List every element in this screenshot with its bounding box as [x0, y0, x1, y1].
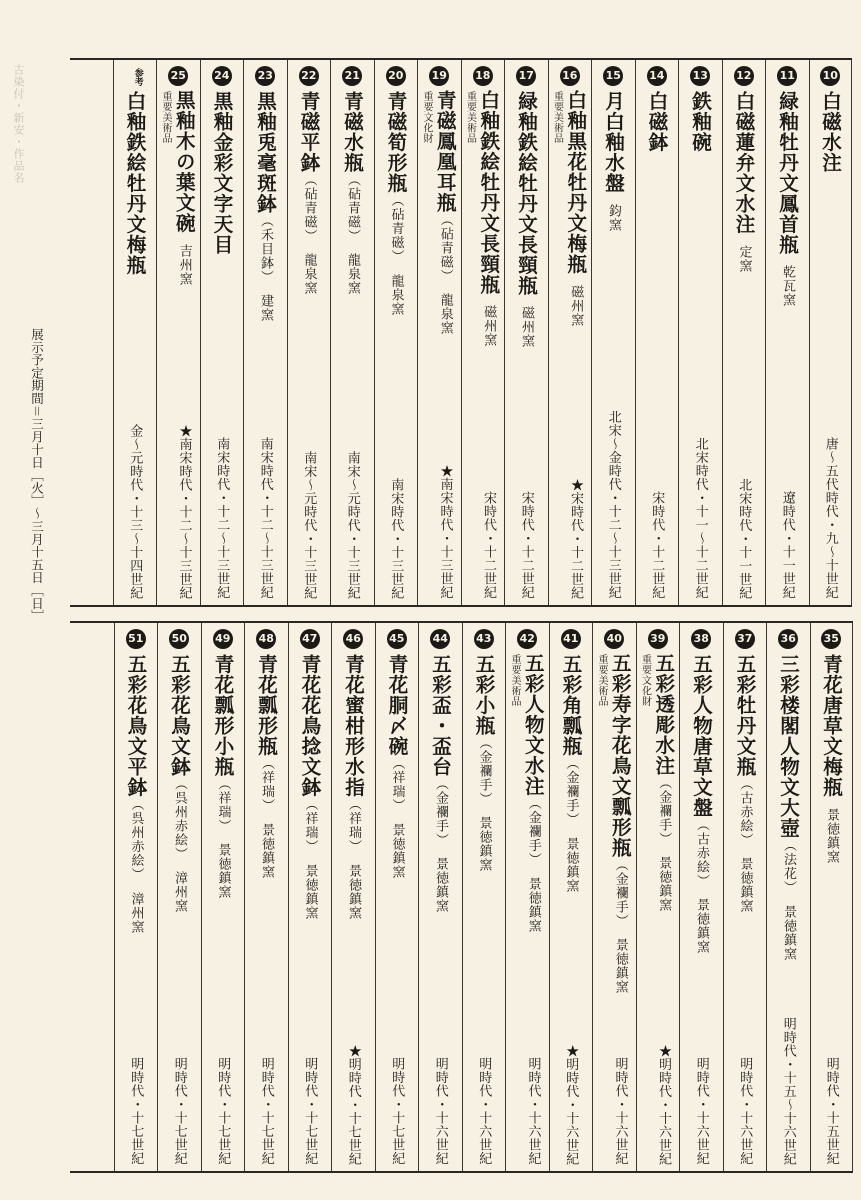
entry-period: ★南宋時代・十三世紀 — [437, 464, 453, 599]
entry-number-badge: 45 — [387, 629, 407, 649]
catalog-entry — [330, 60, 374, 605]
entry-subtype: （呉州赤絵） — [128, 797, 144, 882]
entry-name: 五彩小瓶 — [472, 654, 496, 736]
entry-subtype: （古赤絵） — [737, 777, 753, 847]
entry-name: 五彩牡丹文瓶 — [733, 654, 757, 777]
entry-kiln: 龍泉窯 — [345, 253, 360, 295]
entry-kiln: 鈞窯 — [606, 203, 621, 232]
entry-kiln: 景徳鎮窯 — [346, 863, 361, 920]
entry-period: ★明時代・十六世紀 — [563, 1043, 579, 1165]
entry-period: ★明時代・十七世紀 — [345, 1043, 361, 1165]
entry-title — [517, 91, 537, 348]
entry-period: 明時代・十七世紀 — [128, 1057, 144, 1165]
entry-period: 南宋時代・十二〜十三世紀 — [214, 437, 230, 599]
entry-kiln: 景徳鎮窯 — [433, 857, 448, 913]
entry-subtype: （祥瑞） — [259, 756, 274, 813]
catalog-entry — [678, 60, 722, 605]
entry-subtype: （祥瑞） — [346, 797, 361, 854]
entry-name: 五彩盃・盃台 — [429, 654, 452, 777]
entry-period: 南宋時代・十二〜十三世紀 — [257, 437, 273, 599]
entry-kiln: 漳州窯 — [172, 871, 187, 913]
entry-period: 明時代・十六世紀 — [737, 1057, 753, 1165]
entry-subtype: （祥瑞） — [389, 756, 405, 813]
entry-number-badge: 39 — [648, 629, 668, 649]
entry-number-badge: 18 — [473, 66, 493, 86]
catalog-entry — [809, 60, 853, 605]
entry-number-badge: 22 — [299, 66, 319, 86]
entry-title — [778, 91, 798, 307]
entry-name: 五彩透彫水注 — [652, 653, 676, 776]
catalog-entry — [114, 623, 158, 1171]
entry-number-badge: 41 — [561, 629, 581, 649]
entry-number-badge: 14 — [647, 66, 667, 86]
entry-number-badge: 36 — [778, 629, 798, 649]
entry-number-badge: 49 — [213, 629, 233, 649]
catalog-entry — [201, 623, 245, 1171]
entry-period: 宋時代・十二世紀 — [518, 491, 534, 599]
entry-name: 三彩楼閣人物文大壺 — [777, 654, 800, 839]
entry-number-badge: 20 — [386, 66, 406, 86]
entry-kiln: 景徳鎮窯 — [824, 807, 839, 864]
entry-number-badge: 12 — [734, 66, 754, 86]
entry-title — [610, 653, 630, 994]
entry-name: 青磁筍形瓶 — [384, 91, 408, 194]
entry-title — [474, 654, 494, 872]
entry-number-badge: 44 — [430, 629, 450, 649]
entry-number-badge: 10 — [820, 66, 840, 86]
entry-kiln: 定窯 — [736, 244, 752, 273]
entry-period: 金〜元時代・十三〜十四世紀 — [127, 423, 143, 599]
designation-label: 重要文化財 — [639, 654, 651, 707]
entry-kiln: 景徳鎮窯 — [476, 816, 492, 872]
entry-title — [256, 91, 276, 322]
designation-label: 重要美術品 — [464, 91, 476, 144]
entry-title — [734, 91, 754, 273]
entry-number-badge: 参考 — [132, 68, 143, 86]
catalog-entry — [504, 60, 548, 605]
entry-title — [692, 654, 712, 954]
catalog-entry — [765, 60, 809, 605]
entry-kiln: 漳州窯 — [128, 891, 144, 934]
entry-number-badge: 19 — [429, 66, 449, 86]
entry-period: 南宋〜元時代・十三世紀 — [301, 450, 317, 599]
entry-subtype: （祥瑞） — [215, 777, 231, 833]
entry-period: 南宋時代・十三世紀 — [388, 477, 404, 599]
entry-period: 明時代・十六世紀 — [476, 1057, 492, 1165]
catalog-entry — [636, 623, 680, 1171]
designation-label: 重要文化財 — [421, 91, 432, 144]
catalog-entry — [505, 623, 549, 1171]
entry-number-badge: 40 — [604, 629, 624, 649]
entry-period: 明時代・十六世紀 — [525, 1057, 541, 1165]
entry-title — [604, 91, 624, 232]
entry-name: 五彩人物文水注 — [521, 653, 545, 797]
entry-name: 白釉鉄絵牡丹文長頸瓶 — [477, 90, 501, 295]
entry-number-badge: 23 — [255, 66, 275, 86]
entry-title — [344, 654, 364, 920]
entry-name: 黒釉金彩文字天目 — [210, 91, 234, 255]
entry-title — [479, 90, 499, 347]
entry-name: 五彩角瓢瓶 — [559, 654, 583, 757]
entry-number-badge: 43 — [474, 629, 494, 649]
entry-name: 緑釉鉄絵牡丹文長頸瓶 — [515, 91, 538, 296]
entry-title — [821, 91, 841, 173]
entry-title — [386, 91, 406, 316]
entry-name: 白釉黒花牡丹文梅瓶 — [564, 90, 588, 275]
catalog-entry — [548, 60, 592, 605]
entry-period: 北宋時代・十一〜十二世紀 — [692, 437, 708, 599]
entry-kiln: 乾瓦窯 — [780, 265, 795, 307]
entry-period: ★南宋時代・十二〜十三世紀 — [176, 423, 192, 599]
catalog-entry — [549, 623, 593, 1171]
entry-name: 五彩花鳥文平鉢 — [124, 654, 148, 798]
entry-period: 明時代・十六世紀 — [693, 1057, 709, 1165]
entry-subtype: （金襴手） — [563, 756, 579, 827]
entry-name: 黒釉兎毫斑鉢 — [254, 91, 277, 214]
entry-number-badge: 47 — [300, 629, 320, 649]
entry-kiln: 景徳鎮窯 — [302, 863, 318, 920]
entry-subtype: （禾目鉢） — [258, 214, 273, 284]
entry-title — [523, 653, 543, 933]
entry-period: 明時代・十七世紀 — [215, 1057, 231, 1165]
entry-title — [779, 654, 799, 961]
entry-kiln: 龍泉窯 — [437, 293, 453, 335]
entry-kiln: 景徳鎮窯 — [215, 843, 231, 899]
designation-label: 重要美術品 — [160, 91, 171, 144]
entry-number-badge: 15 — [603, 66, 623, 86]
entry-subtype: （祥瑞） — [302, 797, 318, 854]
entry-name: 青磁平鉢 — [297, 91, 321, 173]
entry-kiln: 景徳鎮窯 — [525, 876, 541, 933]
entry-kiln: 龍泉窯 — [301, 253, 317, 295]
entry-period: 北宋〜金時代・十二〜十三世紀 — [605, 410, 621, 599]
entry-title — [654, 653, 674, 912]
entry-number-badge: 24 — [212, 66, 232, 86]
entry-name: 青花花鳥捻文鉢 — [298, 654, 322, 798]
entry-subtype: （砧青磁） — [301, 173, 317, 243]
entry-name: 青磁鳳凰耳瓶 — [433, 90, 457, 213]
entry-title — [566, 90, 586, 327]
entry-name: 青花胴〆碗 — [385, 654, 409, 757]
entry-name: 緑釉牡丹文鳳首瓶 — [776, 91, 799, 255]
catalog-entry — [374, 60, 418, 605]
catalog-entry — [723, 623, 767, 1171]
entry-period: 南宋〜元時代・十三世紀 — [344, 450, 360, 599]
catalog-entry — [418, 623, 462, 1171]
entry-period: 唐〜五代時代・九〜十世紀 — [822, 437, 838, 599]
entry-kiln: 景徳鎮窯 — [259, 822, 274, 879]
entry-title — [735, 654, 755, 913]
entry-name: 白磁鉢 — [645, 91, 669, 153]
entry-name: 月白釉水盤 — [602, 91, 625, 194]
entry-name: 青花瓢形小瓶 — [211, 654, 235, 777]
entry-name: 白磁蓮弁文水注 — [732, 91, 756, 235]
entry-period: 明時代・十五世紀 — [823, 1057, 839, 1165]
entry-kiln: 景徳鎮窯 — [694, 898, 709, 954]
catalog-entry — [679, 623, 723, 1171]
entry-name: 青花唐草文梅瓶 — [820, 654, 843, 798]
entry-title — [212, 91, 232, 255]
entry-subtype: （砧青磁） — [345, 173, 360, 243]
entry-period: 宋時代・十二世紀 — [481, 491, 496, 599]
entry-kiln: 景徳鎮窯 — [389, 822, 405, 879]
catalog-entry — [157, 623, 201, 1171]
top-catalog-grid — [70, 58, 852, 607]
entry-number-badge: 17 — [516, 66, 536, 86]
entry-number-badge: 50 — [169, 629, 189, 649]
entry-kiln: 建窯 — [258, 294, 273, 322]
entry-subtype: （古赤絵） — [694, 818, 709, 888]
entry-number-badge: 37 — [735, 629, 755, 649]
entry-name: 五彩人物唐草文盤 — [690, 654, 713, 818]
entry-title — [387, 654, 407, 879]
entry-title — [343, 91, 363, 295]
designation-label: 重要美術品 — [509, 654, 520, 707]
entry-subtype: （法花） — [781, 838, 796, 895]
entry-period: ★明時代・十六世紀 — [656, 1043, 671, 1165]
catalog-entry — [462, 623, 506, 1171]
entry-number-badge: 35 — [821, 629, 841, 649]
entry-name: 青花瓢形瓶 — [255, 654, 278, 757]
catalog-entry — [592, 623, 636, 1171]
entry-number-badge: 46 — [343, 629, 363, 649]
catalog-entry — [722, 60, 766, 605]
entry-period: 明時代・十七世紀 — [302, 1057, 318, 1165]
entry-name: 黒釉木の葉文碗 — [172, 90, 196, 234]
entry-kiln: 景徳鎮窯 — [563, 836, 579, 893]
catalog-entry — [810, 623, 854, 1171]
entry-number-badge: 38 — [691, 629, 711, 649]
entry-period: 明時代・十五〜十六世紀 — [780, 1016, 796, 1165]
entry-number-badge: 21 — [342, 66, 362, 86]
entry-kiln: 磁州窯 — [519, 306, 534, 348]
entry-subtype: （金襴手） — [525, 796, 541, 867]
entry-subtype: （金襴手） — [656, 776, 672, 846]
entry-number-badge: 25 — [168, 66, 188, 86]
show-through-text: 古染付・新安・作品名 — [12, 64, 25, 184]
entry-name: 青花蜜柑形水指 — [342, 654, 365, 798]
entry-period: 明時代・十七世紀 — [171, 1057, 187, 1165]
catalog-entry — [156, 60, 200, 605]
entry-name: 青磁水瓶 — [341, 91, 364, 173]
entry-kiln: 景徳鎮窯 — [612, 938, 628, 994]
entry-title — [174, 90, 194, 286]
entry-name: 五彩寿字花鳥文瓢形瓶 — [608, 653, 632, 858]
entry-period: 北宋時代・十一世紀 — [736, 477, 752, 599]
entry-name: 白釉鉄絵牡丹文梅瓶 — [123, 91, 147, 276]
entry-kiln: 磁州窯 — [481, 305, 497, 347]
entry-kiln: 龍泉窯 — [388, 273, 404, 316]
designation-label: 重要美術品 — [596, 654, 607, 707]
entry-number-badge: 11 — [777, 66, 797, 86]
entry-title — [435, 90, 455, 335]
entry-title — [647, 91, 667, 153]
entry-period: 明時代・十七世紀 — [258, 1057, 274, 1165]
entry-kiln: 磁州窯 — [568, 284, 584, 327]
entry-title — [431, 654, 451, 913]
exhibit-period-note: 展示予定期間＝三月十日［火］〜三月十五日［日］ — [29, 328, 45, 623]
catalog-entry — [635, 60, 679, 605]
entry-number-badge: 16 — [560, 66, 580, 86]
entry-kiln: 景徳鎮窯 — [737, 857, 753, 913]
catalog-entry — [375, 623, 419, 1171]
bottom-catalog-grid — [70, 621, 853, 1173]
entry-number-badge: 42 — [517, 629, 537, 649]
catalog-entry — [288, 623, 332, 1171]
entry-title — [170, 654, 190, 913]
entry-period: 宋時代・十二世紀 — [649, 491, 665, 599]
catalog-entry — [417, 60, 461, 605]
designation-label: 重要美術品 — [551, 91, 563, 144]
entry-name: 鉄釉碗 — [689, 91, 712, 153]
entry-period: 明時代・十六世紀 — [612, 1057, 628, 1165]
entry-number-badge: 48 — [256, 629, 276, 649]
catalog-entry — [591, 60, 635, 605]
entry-subtype: （砧青磁） — [388, 193, 404, 264]
entry-period: ★宋時代・十二世紀 — [568, 477, 583, 599]
catalog-entry — [200, 60, 244, 605]
entry-period: 遼時代・十一世紀 — [779, 491, 795, 599]
catalog-entry — [113, 60, 157, 605]
entry-subtype: （金襴手） — [433, 777, 448, 847]
entry-title — [257, 654, 277, 879]
catalog-entry — [244, 623, 288, 1171]
entry-name: 白磁水注 — [819, 91, 842, 173]
entry-title — [126, 654, 146, 934]
catalog-entry — [287, 60, 331, 605]
entry-title — [822, 654, 842, 864]
catalog-entry — [243, 60, 287, 605]
entry-title — [561, 654, 581, 893]
entry-title — [125, 91, 145, 276]
catalog-entry — [331, 623, 375, 1171]
entry-subtype: （砧青磁） — [437, 213, 453, 283]
entry-number-badge: 13 — [690, 66, 710, 86]
entry-title — [213, 654, 233, 899]
entry-subtype: （呉州赤絵） — [172, 777, 187, 861]
entry-kiln: 吉州窯 — [176, 243, 192, 286]
entry-subtype: （金襴手） — [612, 858, 628, 928]
entry-period: 明時代・十七世紀 — [389, 1057, 405, 1165]
entry-name: 五彩花鳥文鉢 — [168, 654, 191, 777]
entry-subtype: （金襴手） — [476, 736, 492, 806]
catalog-entry — [766, 623, 810, 1171]
entry-kiln: 景徳鎮窯 — [656, 856, 672, 912]
entry-kiln: 景徳鎮窯 — [781, 904, 796, 961]
catalog-entry — [461, 60, 505, 605]
entry-title — [299, 91, 319, 295]
entry-number-badge: 51 — [126, 629, 146, 649]
entry-title — [300, 654, 320, 920]
entry-title — [691, 91, 711, 153]
entry-period: 明時代・十六世紀 — [432, 1057, 448, 1165]
